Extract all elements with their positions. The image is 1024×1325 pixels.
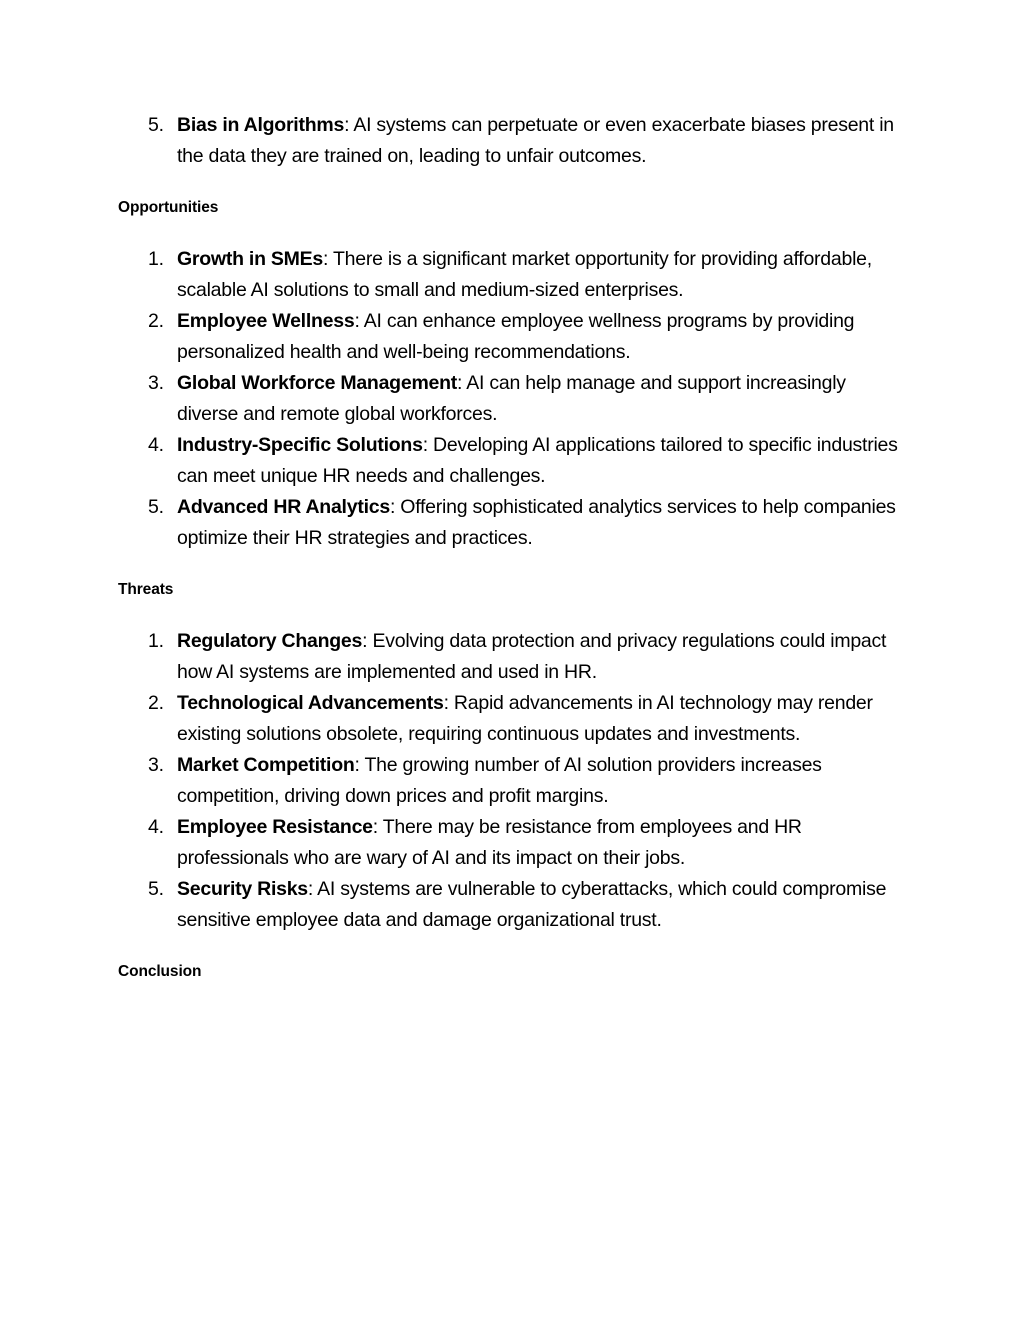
list-item	[118, 812, 908, 874]
list-item-text: Developing AI applications tailored to specific industries can meet unique HR needs and challenges.	[177, 434, 898, 487]
spacer	[118, 172, 908, 198]
conclusion-heading: Conclusion	[118, 963, 202, 980]
list-item-text: Offering sophisticated analytics services to help companies optimize their HR strategies and practices.	[177, 496, 896, 549]
list-item-term: Regulatory Changes	[177, 630, 363, 652]
list-item	[118, 368, 908, 430]
spacer	[118, 600, 908, 626]
list-marker: 1.	[148, 248, 164, 270]
list-item-separator: :	[422, 434, 434, 456]
list-item-term: Technological Advancements	[177, 692, 444, 714]
list-item-separator: :	[362, 630, 373, 652]
list-marker: 5.	[148, 496, 164, 518]
list-item-separator: :	[389, 496, 401, 518]
list-item-separator: :	[372, 816, 383, 838]
spacer	[118, 936, 908, 962]
list-item-term: Global Workforce Management	[177, 372, 458, 394]
list-marker: 2.	[148, 692, 164, 714]
list-item-term: Employee Wellness	[177, 310, 355, 332]
list-item-text: Rapid advancements in AI technology may render existing solutions obsolete, requiring continuous updates and investments.	[177, 692, 873, 745]
list-item	[118, 430, 908, 492]
list-item-text: AI systems are vulnerable to cyberattacks, which could compromise sensitive employee data and damage organizational trust.	[177, 878, 887, 931]
list-item	[118, 244, 908, 306]
list-item-separator: :	[354, 754, 365, 776]
list-item	[118, 688, 908, 750]
list-marker: 3.	[148, 372, 164, 394]
list-item-term: Security Risks	[177, 878, 308, 900]
list-item-text: There is a significant market opportunity for providing affordable, scalable AI solutions to small and medium-sized enterprises.	[177, 248, 872, 301]
list-item-separator: :	[344, 114, 354, 136]
threats-list	[118, 626, 908, 936]
document-content	[118, 110, 908, 982]
list-item	[118, 750, 908, 812]
list-item-separator: :	[457, 372, 467, 394]
list-item-separator: :	[443, 692, 454, 714]
list-item-separator: :	[354, 310, 364, 332]
list-marker: 4.	[148, 434, 164, 456]
list-marker: 5.	[148, 878, 164, 900]
weaknesses-list-continued	[118, 110, 908, 172]
list-item-term: Employee Resistance	[177, 816, 373, 838]
list-item-text: There may be resistance from employees and HR professionals who are wary of AI and its impact on their jobs.	[177, 816, 802, 869]
opportunities-heading: Opportunities	[118, 199, 219, 216]
list-item-text: AI can enhance employee wellness programs by providing personalized health and well-being recommendations.	[177, 310, 855, 363]
list-marker: 1.	[148, 630, 164, 652]
list-item-separator: :	[307, 878, 318, 900]
list-marker: 2.	[148, 310, 164, 332]
list-item-term: Growth in SMEs	[177, 248, 324, 270]
list-item	[118, 874, 908, 936]
opportunities-list	[118, 244, 908, 554]
list-item-text: The growing number of AI solution providers increases competition, driving down prices and profit margins.	[177, 754, 822, 807]
list-marker: 3.	[148, 754, 164, 776]
list-item-term: Market Competition	[177, 754, 355, 776]
list-item-text: AI systems can perpetuate or even exacerbate biases present in the data they are trained on, leading to unfair outcomes.	[177, 114, 894, 167]
spacer	[118, 554, 908, 580]
threats-heading: Threats	[118, 581, 174, 598]
list-item-separator: :	[323, 248, 333, 270]
list-item	[118, 110, 908, 172]
list-marker: 4.	[148, 816, 164, 838]
list-marker: 5.	[148, 114, 164, 136]
list-item	[118, 306, 908, 368]
list-item-term: Industry-Specific Solutions	[177, 434, 423, 456]
list-item-term: Advanced HR Analytics	[177, 496, 390, 518]
list-item	[118, 626, 908, 688]
list-item-text: Evolving data protection and privacy regulations could impact how AI systems are implemented and used in HR.	[177, 630, 887, 683]
spacer	[118, 218, 908, 244]
list-item-term: Bias in Algorithms	[177, 114, 345, 136]
list-item	[118, 492, 908, 554]
list-item-text: AI can help manage and support increasingly diverse and remote global workforces.	[177, 372, 846, 425]
